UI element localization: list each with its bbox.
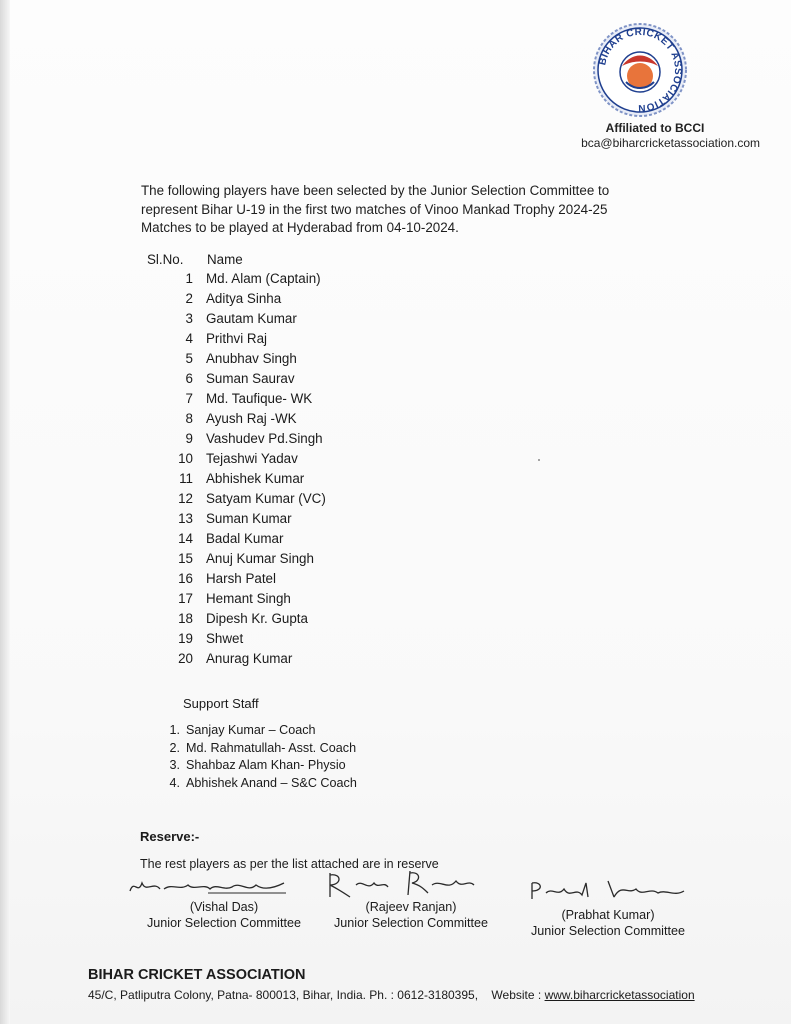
player-name: Satyam Kumar (VC)	[206, 491, 326, 506]
players-list	[150, 269, 450, 669]
page-edge-shadow	[0, 0, 10, 1024]
player-number: 8	[185, 411, 193, 426]
player-number: 3	[185, 311, 193, 326]
player-number: 5	[185, 351, 193, 366]
player-name: Badal Kumar	[206, 531, 284, 546]
player-number: 9	[185, 431, 193, 446]
player-row	[150, 269, 450, 289]
intro-line: represent Bihar U-19 in the first two matches of Vinoo Mankad Trophy 2024-25	[141, 201, 608, 217]
support-staff-list	[160, 722, 480, 792]
player-row	[150, 469, 450, 489]
player-name: Vashudev Pd.Singh	[206, 431, 323, 446]
player-number: 13	[178, 511, 193, 526]
player-number: 15	[178, 551, 193, 566]
support-staff-title: Support Staff	[183, 696, 259, 711]
player-number: 12	[178, 491, 193, 506]
footer-address-line	[88, 988, 695, 1002]
logo-ring-text: BIHAR CRICKET ASSOCIATION	[597, 26, 684, 114]
player-name: Tejashwi Yadav	[206, 451, 298, 466]
player-row	[150, 549, 450, 569]
staff-name: Md. Rahmatullah- Asst. Coach	[186, 740, 357, 755]
player-number: 1	[185, 271, 193, 286]
signatory-vishal	[124, 869, 324, 931]
player-row	[150, 409, 450, 429]
signatory-rajeev	[316, 869, 506, 931]
player-row	[150, 309, 450, 329]
player-name: Anurag Kumar	[206, 651, 293, 666]
player-name: Gautam Kumar	[206, 311, 297, 326]
player-number: 10	[178, 451, 193, 466]
player-name: Prithvi Raj	[206, 331, 268, 346]
signatory-role: Junior Selection Committee	[531, 924, 685, 938]
player-row	[150, 629, 450, 649]
player-number: 20	[178, 651, 193, 666]
staff-row	[160, 722, 480, 740]
footer-website-link[interactable]: www.biharcricketassociation	[544, 988, 695, 1002]
player-name: Dipesh Kr. Gupta	[206, 611, 308, 626]
staff-number: 1.	[169, 723, 180, 737]
intro-paragraph	[141, 182, 701, 238]
player-number: 7	[185, 391, 193, 406]
player-number: 6	[185, 371, 193, 386]
player-row	[150, 529, 450, 549]
player-row	[150, 429, 450, 449]
player-name: Md. Taufique- WK	[206, 391, 313, 406]
player-row	[150, 329, 450, 349]
column-header-name: Name	[207, 252, 243, 267]
player-number: 18	[178, 611, 193, 626]
staff-name: Shahbaz Alam Khan- Physio	[186, 758, 346, 772]
player-number: 4	[185, 331, 193, 346]
player-row	[150, 609, 450, 629]
handwritten-signature	[124, 869, 324, 899]
player-name: Harsh Patel	[206, 571, 276, 586]
player-row	[150, 369, 450, 389]
handwritten-signature	[518, 877, 698, 907]
player-name: Anubhav Singh	[206, 351, 297, 366]
column-header-slno: Sl.No.	[147, 252, 184, 267]
footer-address: 45/C, Patliputra Colony, Patna- 800013, Bihar, India. Ph. : 0612-3180395,	[88, 988, 479, 1002]
player-number: 19	[178, 631, 193, 646]
player-row	[150, 489, 450, 509]
player-row	[150, 509, 450, 529]
player-number: 2	[185, 291, 193, 306]
staff-row	[160, 757, 480, 775]
staff-row	[160, 775, 480, 793]
staff-number: 2.	[169, 740, 180, 755]
intro-line: Matches to be played at Hyderabad from 04-10-2024.	[141, 220, 459, 235]
player-row	[150, 349, 450, 369]
signatory-prabhat	[518, 877, 698, 939]
player-row	[150, 589, 450, 609]
signatory-name: (Rajeev Ranjan)	[365, 900, 457, 914]
email-address: bca@biharcricketassociation.com	[581, 136, 760, 150]
staff-name: Sanjay Kumar – Coach	[186, 723, 316, 737]
player-name: Md. Alam (Captain)	[206, 271, 321, 286]
player-row	[150, 649, 450, 669]
signatory-name: (Vishal Das)	[189, 900, 259, 914]
player-row	[150, 289, 450, 309]
staff-number: 3.	[169, 758, 180, 772]
player-name: Aditya Sinha	[206, 291, 282, 306]
player-name: Anuj Kumar Singh	[206, 551, 314, 566]
handwritten-signature	[316, 869, 506, 899]
footer-website-label: Website :	[491, 988, 542, 1002]
signatory-name: (Prabhat Kumar)	[561, 908, 655, 922]
affiliation-text: Affiliated to BCCI	[605, 121, 705, 135]
reserve-title: Reserve:-	[140, 829, 200, 844]
player-name: Suman Saurav	[206, 371, 295, 386]
speck	[538, 459, 540, 461]
reserve-text: The rest players as per the list attached are in reserve	[140, 857, 439, 871]
player-number: 11	[179, 471, 193, 486]
staff-row	[160, 740, 480, 758]
player-name: Abhishek Kumar	[206, 471, 305, 486]
intro-line: The following players have been selected by the Junior Selection Committee to	[141, 183, 610, 198]
bca-logo	[592, 22, 688, 118]
signatory-role: Junior Selection Committee	[147, 916, 301, 930]
player-number: 14	[178, 531, 193, 546]
player-name: Suman Kumar	[206, 511, 292, 526]
player-number: 17	[178, 591, 193, 606]
staff-number: 4.	[169, 775, 180, 790]
player-name: Shwet	[206, 631, 244, 646]
player-name: Ayush Raj -WK	[206, 411, 297, 426]
staff-name: Abhishek Anand – S&C Coach	[186, 775, 357, 790]
signatory-role: Junior Selection Committee	[334, 916, 488, 930]
player-number: 16	[178, 571, 193, 586]
player-row	[150, 389, 450, 409]
player-row	[150, 569, 450, 589]
player-row	[150, 449, 450, 469]
player-name: Hemant Singh	[206, 591, 291, 606]
footer-org-name: BIHAR CRICKET ASSOCIATION	[88, 967, 306, 983]
